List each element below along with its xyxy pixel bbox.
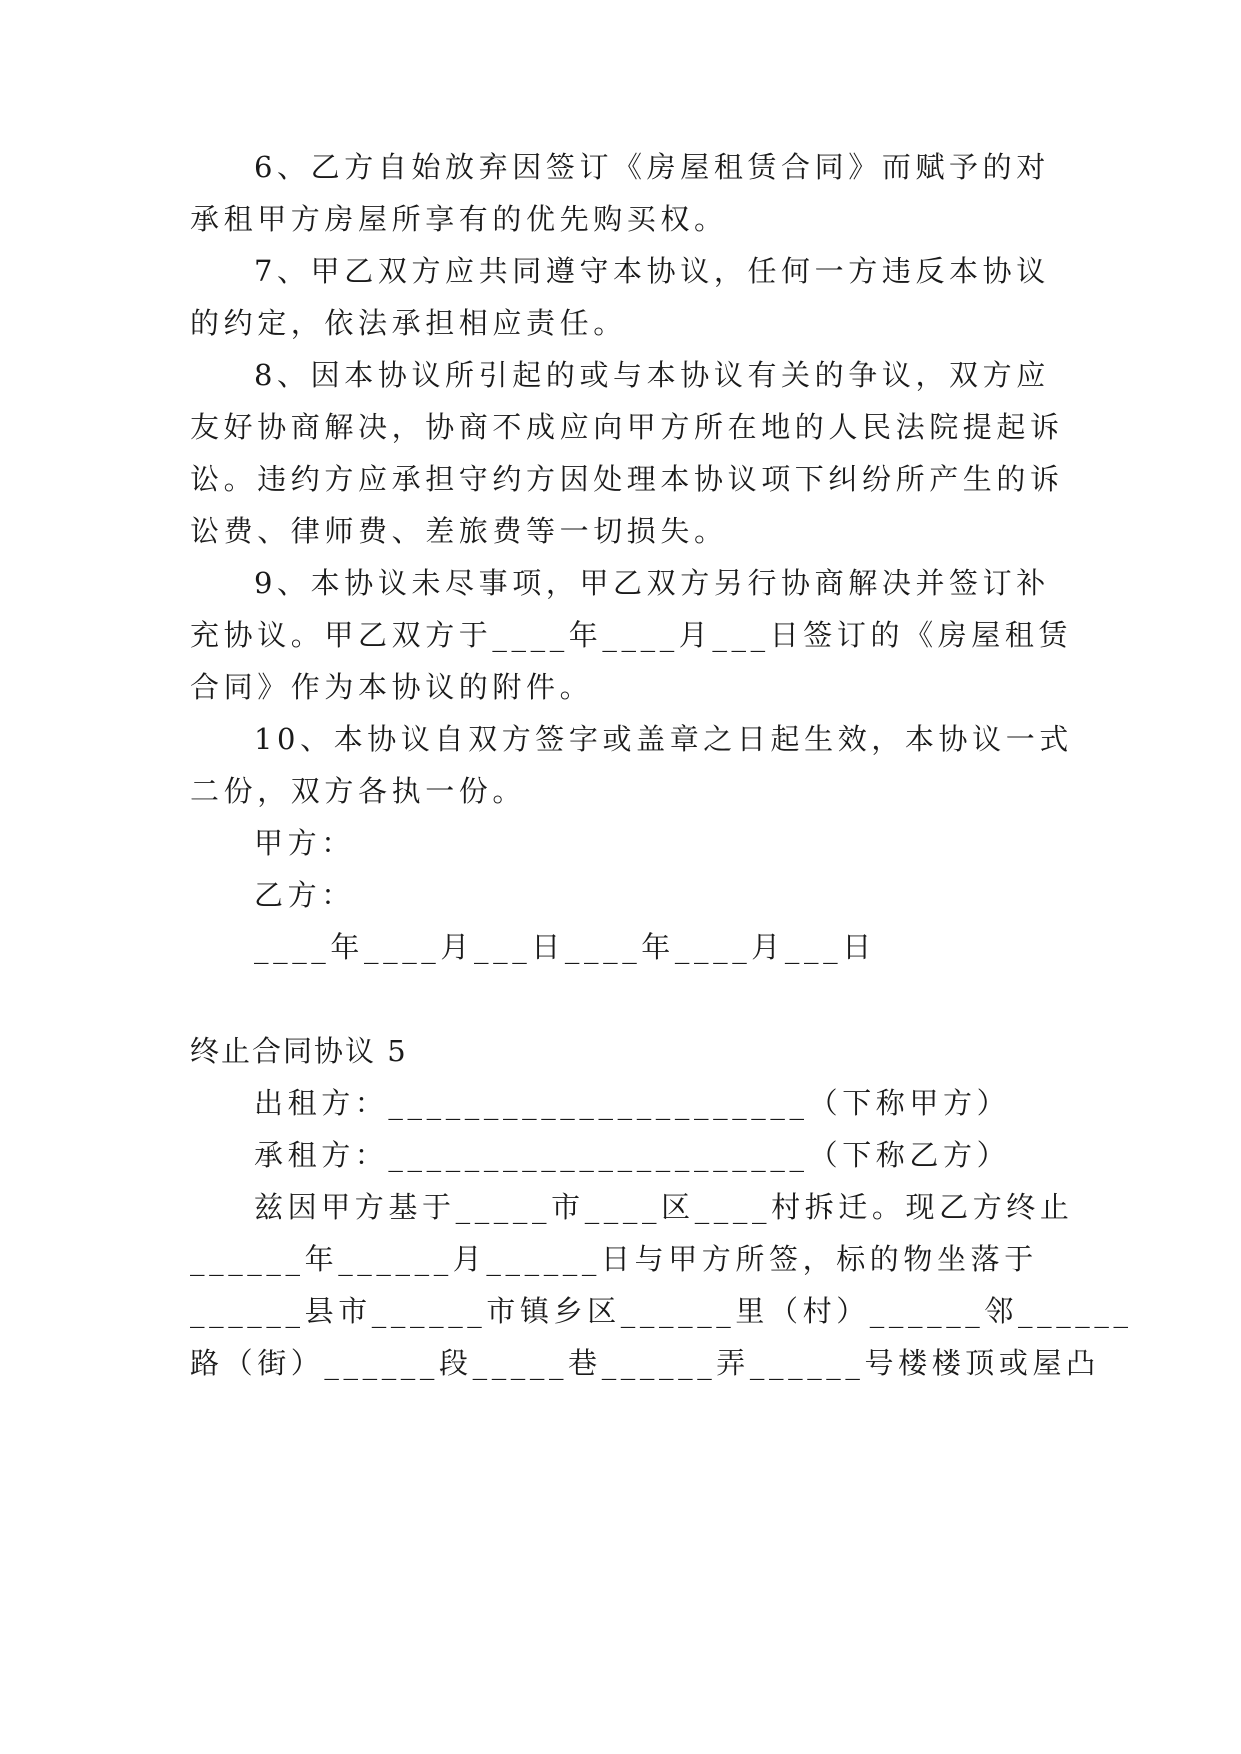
clause-9-line-3: 合同》作为本协议的附件。 <box>190 670 594 704</box>
party-b-label: 乙方： <box>254 878 355 912</box>
clause-10-line-1: 10、本协议自双方签字或盖章之日起生效，本协议一式 <box>254 722 1073 756</box>
clause-6-line-1: 6、乙方自始放弃因签订《房屋租赁合同》而赋予的对 <box>254 150 1050 184</box>
document-page <box>190 0 1133 1754</box>
party-a-label: 甲方： <box>254 826 355 860</box>
clause-9-line-2: 充协议。甲乙双方于____年____月___日签订的《房屋租赁 <box>190 618 1073 652</box>
body-line-4: 路（街）______段_____巷______弄______号楼楼顶或屋凸 <box>190 1346 1100 1380</box>
clause-8-line-3: 讼。违约方应承担守约方因处理本协议项下纠纷所产生的诉 <box>190 462 1064 496</box>
clause-6-line-2: 承租甲方房屋所享有的优先购买权。 <box>190 202 728 236</box>
body-line-1: 兹因甲方基于_____市____区____村拆迁。现乙方终止 <box>254 1190 1074 1224</box>
clause-8-line-4: 讼费、律师费、差旅费等一切损失。 <box>190 514 728 548</box>
signature-date-line: ____年____月___日____年____月___日 <box>254 930 876 964</box>
clause-8-line-2: 友好协商解决，协商不成应向甲方所在地的人民法院提起诉 <box>190 410 1064 444</box>
clause-7-line-2: 的约定，依法承担相应责任。 <box>190 306 627 340</box>
clause-9-line-1: 9、本协议未尽事项，甲乙双方另行协商解决并签订补 <box>254 566 1050 600</box>
clause-7-line-1: 7、甲乙双方应共同遵守本协议，任何一方违反本协议 <box>254 254 1050 288</box>
lessor-line: 出租方：______________________（下称甲方） <box>254 1086 1011 1120</box>
clause-10-line-2: 二份，双方各执一份。 <box>190 774 527 808</box>
section-title: 终止合同协议 5 <box>190 1034 408 1068</box>
lessee-line: 承租方：______________________（下称乙方） <box>254 1138 1011 1172</box>
body-line-3: ______县市______市镇乡区______里（村）______邻______ <box>190 1294 1133 1328</box>
clause-8-line-1: 8、因本协议所引起的或与本协议有关的争议，双方应 <box>254 358 1050 392</box>
body-line-2: ______年______月______日与甲方所签，标的物坐落于 <box>190 1242 1038 1276</box>
